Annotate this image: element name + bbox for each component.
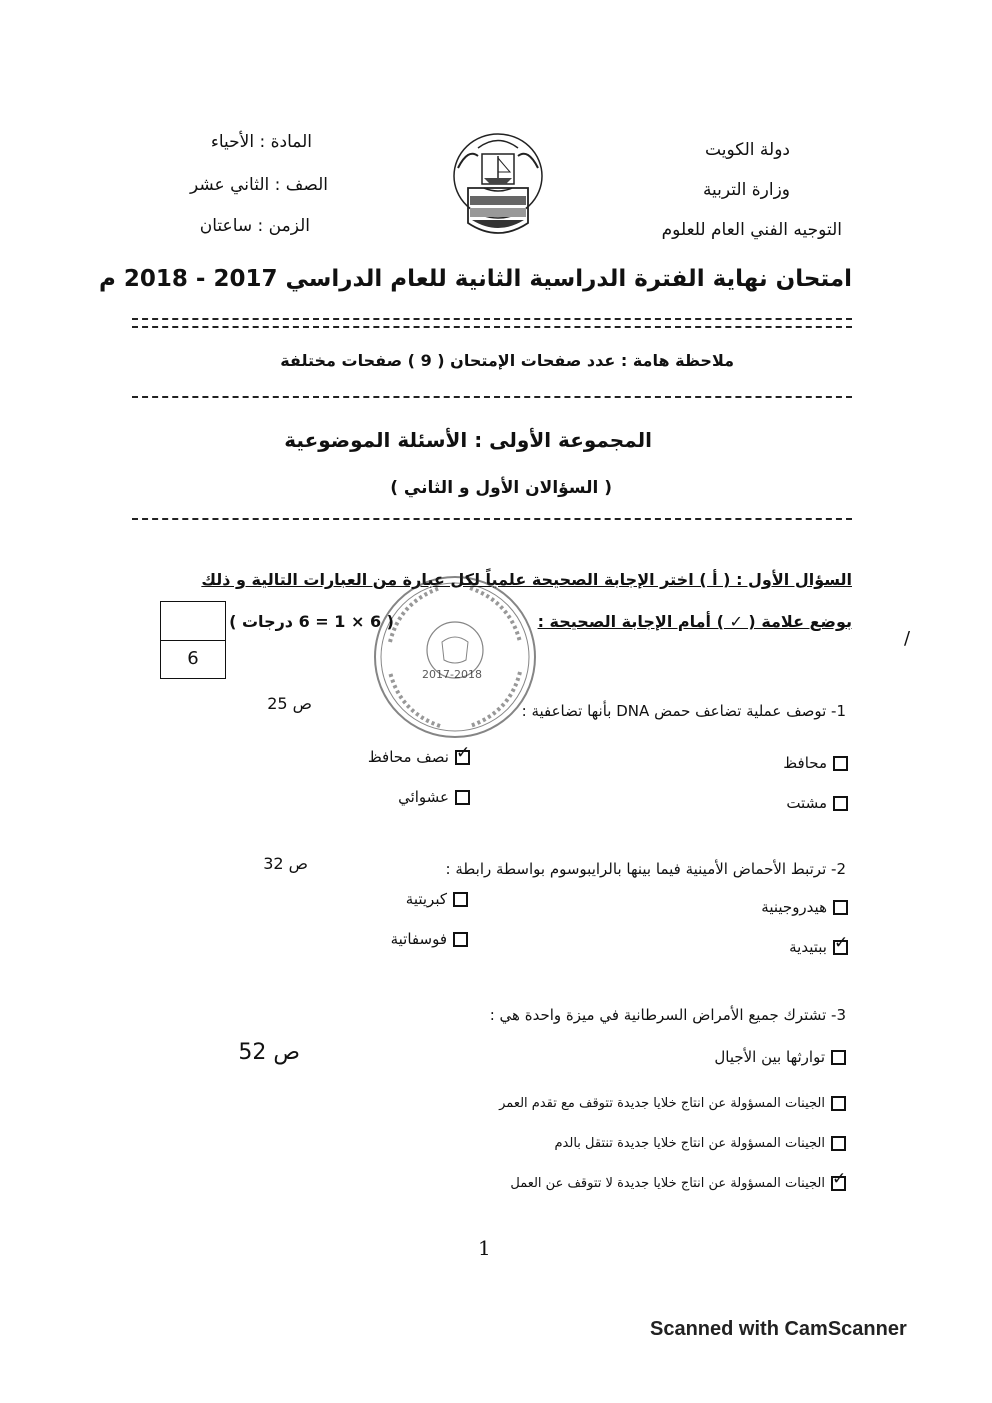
official-stamp-icon [370,572,540,742]
exam-note: ملاحظة هامة : عدد صفحات الإمتحان ( 9 ) صفحات مختلفة [280,351,734,370]
question1-line1: السؤال الأول : ( أ ) اختر الإجابة الصحيحة علمياً لكل عبارة من العبارات التالية و ذلك [201,570,852,589]
checkbox-icon[interactable] [833,796,848,811]
item3-option-2[interactable]: الجينات المسؤولة عن انتاج خلايا جديدة تتوقف مع تقدم العمر [499,1096,846,1111]
divider-3 [132,518,852,520]
item3-option-4[interactable]: ✓ الجينات المسؤولة عن انتاج خلايا جديدة لا تتوقف عن العمل [510,1169,847,1191]
item1-option-1[interactable]: محافظ [783,754,848,772]
footer-watermark: Scanned with CamScanner [650,1318,907,1340]
item1-page-ref: ص 25 [267,694,312,713]
score-box-value: 6 [187,648,199,669]
divider-1 [132,318,852,320]
item2-option-1[interactable]: هيدروجينية [761,898,848,916]
item3-page-ref: ص 52 [238,1040,300,1065]
checkbox-icon[interactable] [453,932,468,947]
item1-option-3[interactable]: مشتت [786,794,848,812]
checkbox-checked-icon[interactable]: ✓ [832,1169,847,1189]
item3-option-3[interactable]: الجينات المسؤولة عن انتاج خلايا جديدة تنتقل بالدم [555,1136,847,1151]
checkbox-icon[interactable] [833,756,848,771]
question1-marks: ( 6 × 1 = 6 درجات ) [229,612,394,631]
group-title: المجموعة الأولى : الأسئلة الموضوعية [284,428,652,452]
score-box-empty [161,602,225,641]
header-department: التوجيه الفني العام للعلوم [661,220,842,240]
item2-question: 2- ترتبط الأحماض الأمينية فيما بينها بالرايبوسوم بواسطة رابطة : [445,860,846,878]
checkbox-icon[interactable] [831,1136,846,1151]
header-time: الزمن : ساعتان [199,216,310,236]
checkbox-icon[interactable] [453,892,468,907]
kuwait-emblem-icon [448,128,548,248]
checkbox-checked-icon[interactable]: ✓ [456,743,471,763]
checkbox-icon[interactable] [831,1050,846,1065]
item1-option-2[interactable]: ✓ نصف محافظ [367,743,471,766]
header-subject: المادة : الأحياء [210,132,312,152]
group-subtitle: ( السؤالان الأول و الثاني ) [390,478,612,498]
score-box [160,601,226,679]
header-country: دولة الكويت [705,140,790,160]
header-ministry: وزارة التربية [702,180,790,200]
header-grade: الصف : الثاني عشر [190,175,328,195]
item2-option-3[interactable]: ✓ ببتيدية [789,933,849,956]
item3-option-1[interactable]: توارثها بين الأجيال [714,1048,846,1066]
item1-option-4[interactable]: عشوائي [398,788,470,806]
page-number: 1 [478,1236,491,1260]
checkbox-checked-icon[interactable]: ✓ [834,933,849,953]
divider-2 [132,396,852,398]
checkbox-icon[interactable] [455,790,470,805]
checkbox-icon[interactable] [831,1096,846,1111]
divider-1b [132,326,852,328]
exam-title: امتحان نهاية الفترة الدراسية الثانية للعام الدراسي 2017 - 2018 م [99,266,852,292]
item2-page-ref: ص 32 [263,854,308,873]
item2-option-2[interactable]: كبريتية [406,890,468,908]
checkbox-icon[interactable] [833,900,848,915]
item3-question: 3- تشترك جميع الأمراض السرطانية في ميزة واحدة هي : [489,1006,846,1024]
question1-line2: بوضع علامة ( ✓ ) أمام الإجابة الصحيحة : [537,612,852,631]
item2-option-4[interactable]: فوسفاتية [391,930,468,948]
item1-question: 1- توصف عملية تضاعف حمض DNA بأنها تضاعفية : [521,702,846,720]
pen-mark: / [904,628,911,649]
stamp-year: 2017-2018 [422,668,482,681]
